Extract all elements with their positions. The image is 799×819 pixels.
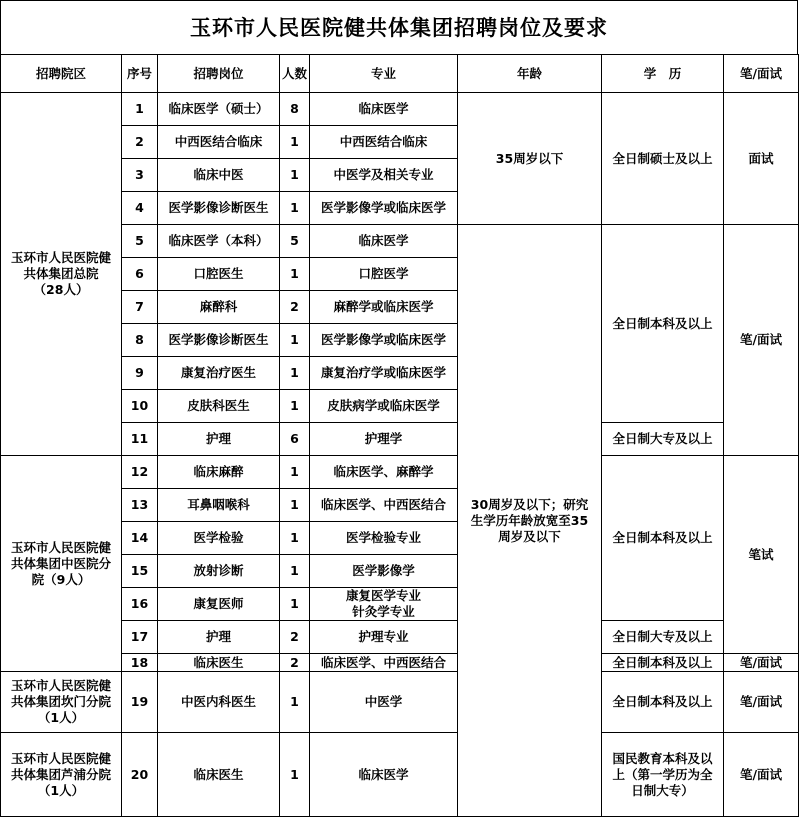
edu-cell: 全日制本科及以上 [602, 672, 724, 733]
count-cell: 1 [280, 192, 310, 225]
count-cell: 1 [280, 456, 310, 489]
seq-cell: 17 [122, 621, 158, 654]
seq-cell: 10 [122, 390, 158, 423]
header-row [1, 55, 799, 93]
post-cell: 医学影像诊断医生 [158, 192, 280, 225]
count-cell: 1 [280, 672, 310, 733]
seq-cell: 15 [122, 555, 158, 588]
post-cell: 临床中医 [158, 159, 280, 192]
seq-cell: 13 [122, 489, 158, 522]
post-cell: 医学检验 [158, 522, 280, 555]
count-cell: 1 [280, 357, 310, 390]
post-cell: 临床医学（本科） [158, 225, 280, 258]
edu-cell: 全日制本科及以上 [602, 456, 724, 621]
campus-cell-lupu: 玉环市人民医院健 共体集团芦浦分院 （1人） [1, 733, 122, 817]
seq-cell: 4 [122, 192, 158, 225]
header-seq: 序号 [122, 55, 158, 93]
post-cell: 耳鼻咽喉科 [158, 489, 280, 522]
post-cell: 皮肤科医生 [158, 390, 280, 423]
count-cell: 1 [280, 733, 310, 817]
seq-cell: 5 [122, 225, 158, 258]
count-cell: 8 [280, 93, 310, 126]
age-cell: 35周岁以下 [458, 93, 602, 225]
header-major: 专业 [310, 55, 458, 93]
major-cell: 皮肤病学或临床医学 [310, 390, 458, 423]
post-cell: 中医内科医生 [158, 672, 280, 733]
count-cell: 2 [280, 621, 310, 654]
count-cell: 1 [280, 390, 310, 423]
seq-cell: 19 [122, 672, 158, 733]
post-cell: 护理 [158, 423, 280, 456]
seq-cell: 20 [122, 733, 158, 817]
exam-cell: 面试 [724, 93, 799, 225]
major-cell: 医学影像学 [310, 555, 458, 588]
post-cell: 医学影像诊断医生 [158, 324, 280, 357]
major-cell: 中医学及相关专业 [310, 159, 458, 192]
exam-cell: 笔试 [724, 456, 799, 654]
count-cell: 1 [280, 126, 310, 159]
seq-cell: 8 [122, 324, 158, 357]
campus-cell-main: 玉环市人民医院健 共体集团总院 （28人） [1, 93, 122, 456]
header-age: 年龄 [458, 55, 602, 93]
count-cell: 2 [280, 291, 310, 324]
post-cell: 临床医生 [158, 654, 280, 672]
age-cell: 30周岁及以下；研究 生学历年龄放宽至35 周岁及以下 [458, 225, 602, 817]
edu-cell: 国民教育本科及以 上（第一学历为全 日制大专） [602, 733, 724, 817]
header-count: 人数 [280, 55, 310, 93]
seq-cell: 2 [122, 126, 158, 159]
post-cell: 临床医生 [158, 733, 280, 817]
post-cell: 护理 [158, 621, 280, 654]
edu-cell: 全日制本科及以上 [602, 654, 724, 672]
major-cell: 康复治疗学或临床医学 [310, 357, 458, 390]
edu-cell: 全日制大专及以上 [602, 621, 724, 654]
major-cell: 临床医学、中西医结合 [310, 489, 458, 522]
seq-cell: 3 [122, 159, 158, 192]
header-post: 招聘岗位 [158, 55, 280, 93]
exam-cell: 笔/面试 [724, 733, 799, 817]
post-cell: 口腔医生 [158, 258, 280, 291]
post-cell: 放射诊断 [158, 555, 280, 588]
major-cell: 医学影像学或临床医学 [310, 192, 458, 225]
count-cell: 1 [280, 588, 310, 621]
major-cell: 麻醉学或临床医学 [310, 291, 458, 324]
count-cell: 1 [280, 258, 310, 291]
campus-cell-tcm: 玉环市人民医院健 共体集团中医院分 院（9人） [1, 456, 122, 672]
major-cell: 临床医学 [310, 225, 458, 258]
count-cell: 1 [280, 324, 310, 357]
header-edu: 学 历 [602, 55, 724, 93]
header-campus: 招聘院区 [1, 55, 122, 93]
seq-cell: 11 [122, 423, 158, 456]
edu-cell: 全日制本科及以上 [602, 225, 724, 423]
major-cell: 康复医学专业 针灸学专业 [310, 588, 458, 621]
seq-cell: 9 [122, 357, 158, 390]
post-cell: 临床麻醉 [158, 456, 280, 489]
major-cell: 临床医学 [310, 93, 458, 126]
table-row [1, 93, 799, 126]
seq-cell: 16 [122, 588, 158, 621]
count-cell: 6 [280, 423, 310, 456]
major-cell: 护理专业 [310, 621, 458, 654]
post-cell: 临床医学（硕士） [158, 93, 280, 126]
major-cell: 临床医学、中西医结合 [310, 654, 458, 672]
major-cell: 临床医学 [310, 733, 458, 817]
seq-cell: 6 [122, 258, 158, 291]
exam-cell: 笔/面试 [724, 225, 799, 456]
seq-cell: 18 [122, 654, 158, 672]
header-exam: 笔/面试 [724, 55, 799, 93]
post-cell: 康复医师 [158, 588, 280, 621]
exam-cell: 笔/面试 [724, 672, 799, 733]
major-cell: 口腔医学 [310, 258, 458, 291]
seq-cell: 7 [122, 291, 158, 324]
table-row [1, 672, 799, 733]
seq-cell: 1 [122, 93, 158, 126]
count-cell: 1 [280, 522, 310, 555]
major-cell: 护理学 [310, 423, 458, 456]
count-cell: 1 [280, 159, 310, 192]
exam-cell: 笔/面试 [724, 654, 799, 672]
seq-cell: 12 [122, 456, 158, 489]
count-cell: 5 [280, 225, 310, 258]
seq-cell: 14 [122, 522, 158, 555]
table-row [1, 733, 799, 817]
count-cell: 2 [280, 654, 310, 672]
edu-cell: 全日制大专及以上 [602, 423, 724, 456]
count-cell: 1 [280, 489, 310, 522]
major-cell: 中西医结合临床 [310, 126, 458, 159]
count-cell: 1 [280, 555, 310, 588]
major-cell: 医学检验专业 [310, 522, 458, 555]
major-cell: 医学影像学或临床医学 [310, 324, 458, 357]
major-cell: 中医学 [310, 672, 458, 733]
campus-cell-kanmen: 玉环市人民医院健 共体集团坎门分院 （1人） [1, 672, 122, 733]
table-row [1, 456, 799, 489]
recruitment-table [0, 54, 799, 817]
post-cell: 康复治疗医生 [158, 357, 280, 390]
page-title: 玉环市人民医院健共体集团招聘岗位及要求 [0, 0, 798, 54]
post-cell: 中西医结合临床 [158, 126, 280, 159]
post-cell: 麻醉科 [158, 291, 280, 324]
edu-cell: 全日制硕士及以上 [602, 93, 724, 225]
major-cell: 临床医学、麻醉学 [310, 456, 458, 489]
